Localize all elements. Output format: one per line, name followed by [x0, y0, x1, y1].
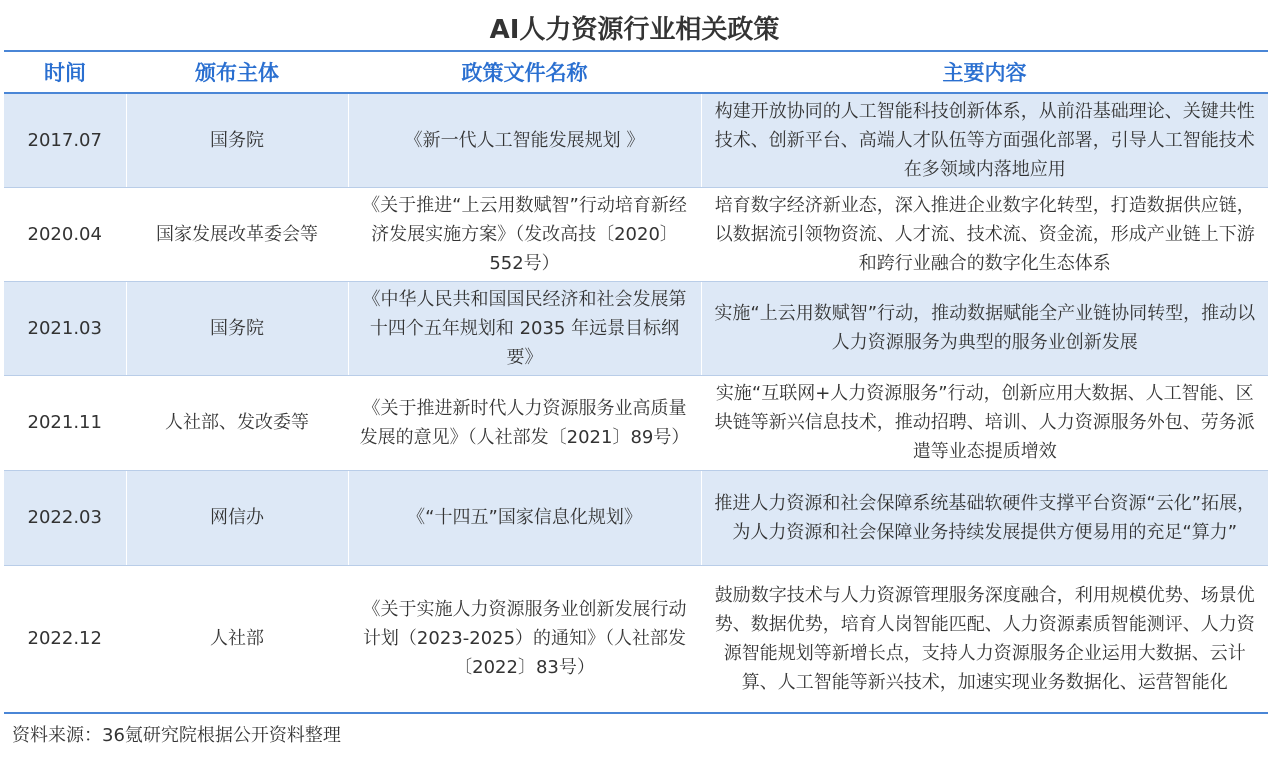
source-note: 资料来源：36氪研究院根据公开资料整理: [12, 725, 341, 746]
table-row: [4, 470, 1268, 565]
cell-time: 2022.03: [4, 470, 126, 565]
header-document: 政策文件名称: [348, 51, 701, 93]
cell-issuer: 国务院: [126, 281, 348, 375]
header-content: 主要内容: [701, 51, 1268, 93]
cell-issuer: 网信办: [126, 470, 348, 565]
header-time: 时间: [4, 51, 126, 93]
table-row: [4, 281, 1268, 375]
table-row: [4, 565, 1268, 713]
cell-document: 《关于推进“上云用数赋智”行动培育新经济发展实施方案》（发改高技〔2020〕552号）: [348, 187, 701, 281]
header-issuer: 颁布主体: [126, 51, 348, 93]
cell-content: 实施“互联网+人力资源服务”行动，创新应用大数据、人工智能、区块链等新兴信息技术，推动招聘、培训、人力资源服务外包、劳务派遣等业态提质增效: [701, 375, 1268, 470]
cell-time: 2021.11: [4, 375, 126, 470]
cell-time: 2022.12: [4, 565, 126, 713]
cell-issuer: 人社部、发改委等: [126, 375, 348, 470]
cell-document: 《新一代人工智能发展规划 》: [348, 93, 701, 187]
page-title: AI人力资源行业相关政策: [489, 15, 780, 45]
policy-table: [4, 50, 1268, 714]
table-row: [4, 375, 1268, 470]
cell-content: 构建开放协同的人工智能科技创新体系，从前沿基础理论、关键共性技术、创新平台、高端人才队伍等方面强化部署，引导人工智能技术在多领域内落地应用: [701, 93, 1268, 187]
cell-issuer: 国务院: [126, 93, 348, 187]
cell-document: 《关于实施人力资源服务业创新发展行动计划（2023-2025）的通知》（人社部发〔2022〕83号）: [348, 565, 701, 713]
table-row: [4, 187, 1268, 281]
cell-issuer: 国家发展改革委会等: [126, 187, 348, 281]
cell-content: 推进人力资源和社会保障系统基础软硬件支撑平台资源“云化”拓展，为人力资源和社会保障业务持续发展提供方便易用的充足“算力”: [701, 470, 1268, 565]
cell-issuer: 人社部: [126, 565, 348, 713]
cell-time: 2017.07: [4, 93, 126, 187]
cell-document: 《关于推进新时代人力资源服务业高质量发展的意见》（人社部发〔2021〕89号）: [348, 375, 701, 470]
cell-content: 鼓励数字技术与人力资源管理服务深度融合，利用规模优势、场景优势、数据优势，培育人岗智能匹配、人力资源素质智能测评、人力资源智能规划等新增长点，支持人力资源服务企业运用大数据、云计算、人工智能等新兴技术，加速实现业务数据化、运营智能化: [701, 565, 1268, 713]
cell-document: 《“十四五”国家信息化规划》: [348, 470, 701, 565]
cell-time: 2021.03: [4, 281, 126, 375]
cell-document: 《中华人民共和国国民经济和社会发展第十四个五年规划和 2035 年远景目标纲要》: [348, 281, 701, 375]
cell-content: 实施“上云用数赋智”行动，推动数据赋能全产业链协同转型，推动以人力资源服务为典型的服务业创新发展: [701, 281, 1268, 375]
table-header-row: [4, 51, 1268, 93]
cell-time: 2020.04: [4, 187, 126, 281]
cell-content: 培育数字经济新业态，深入推进企业数字化转型，打造数据供应链，以数据流引领物资流、人才流、技术流、资金流，形成产业链上下游和跨行业融合的数字化生态体系: [701, 187, 1268, 281]
table-row: [4, 93, 1268, 187]
